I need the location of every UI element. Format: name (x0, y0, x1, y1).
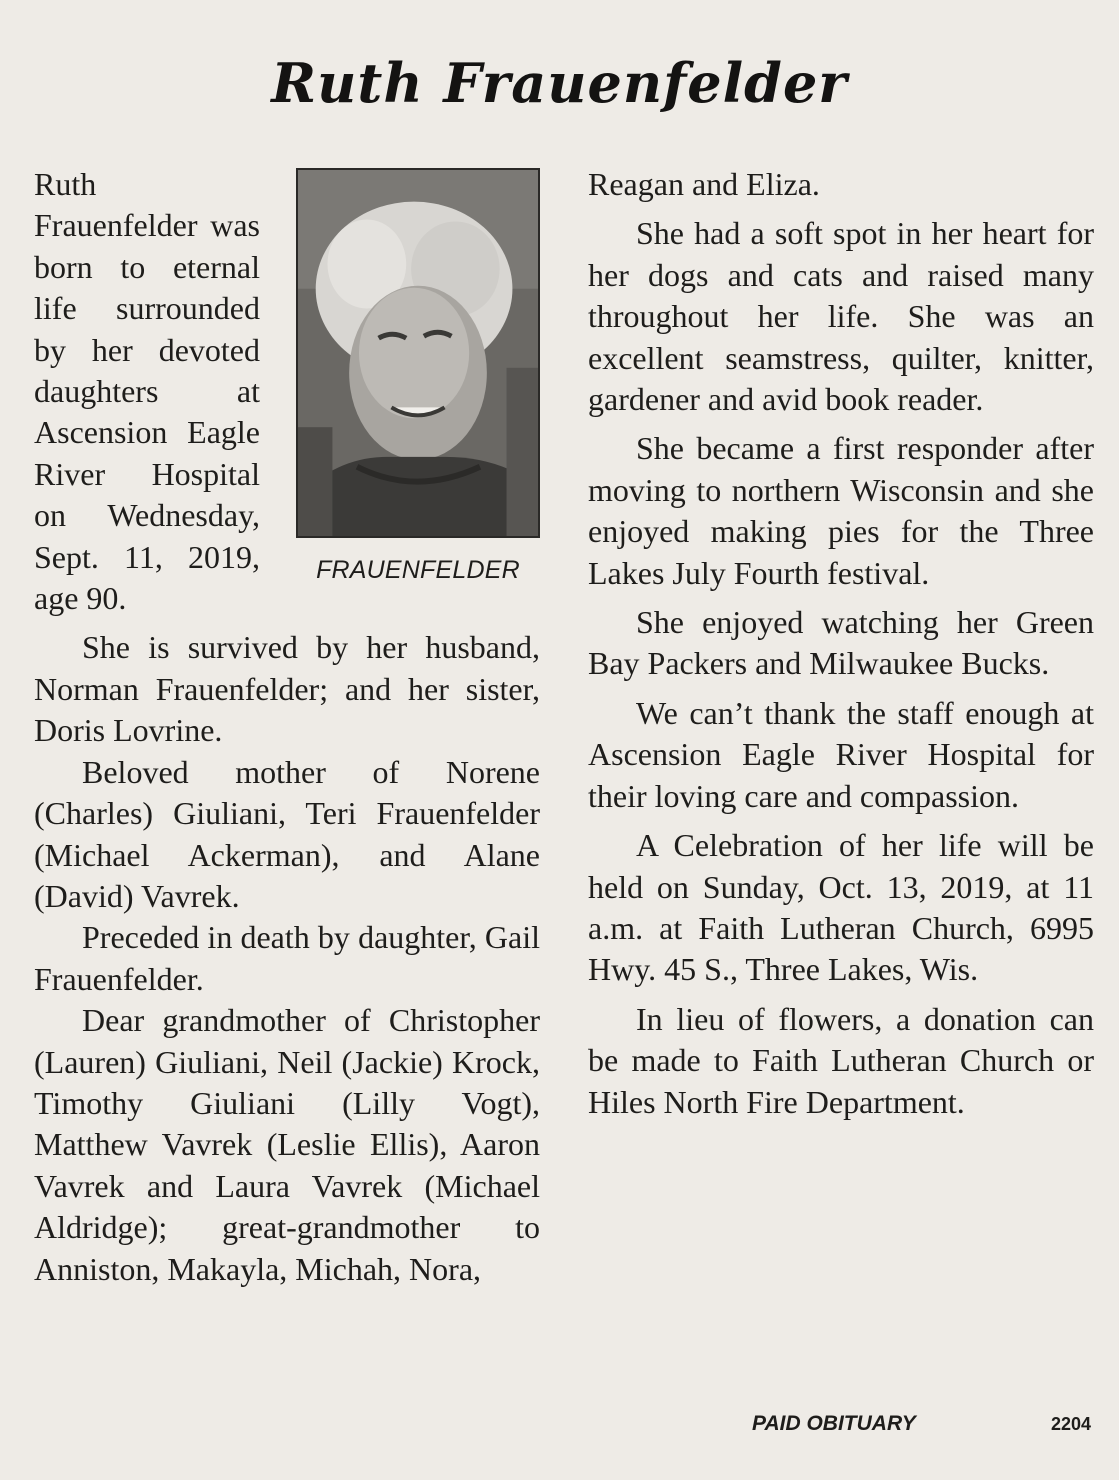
portrait-block (296, 168, 540, 593)
continuation-paragraph: Reagan and Eliza. (588, 166, 820, 202)
portrait-caption: FRAUENFELDER (316, 556, 520, 584)
left-column (34, 164, 540, 1290)
obituary-title: Ruth Frauenfelder (271, 51, 848, 115)
grandmother-paragraph: Dear grandmother of Christopher (Lauren) Giuliani, Neil (Jackie) Krock, Timothy Giuliani (Lilly Vogt), Matthew Vavrek (Leslie Ellis), Aaron Vavrek and Laura Vavrek (Michael Aldridge); great-grandmother to Anniston, Makayla, Michah, Nora, (34, 1002, 540, 1287)
survived-paragraph: She is survived by her husband, Norman Frauenfelder; and her sister, Doris Lovrine. (34, 629, 540, 749)
donation-paragraph: In lieu of flowers, a donation can be made to Faith Lutheran Church or Hiles North Fire Department. (588, 1000, 1094, 1120)
sports-paragraph: She enjoyed watching her Green Bay Packers and Milwaukee Bucks. (588, 604, 1094, 682)
celebration-paragraph: A Celebration of her life will be held on Sunday, Oct. 13, 2019, at 11 a.m. at Faith Lutheran Church, 6995 Hwy. 45 S., Three Lakes, Wis. (588, 827, 1094, 988)
pets-paragraph: She had a soft spot in her heart for her dogs and cats and raised many throughout her life. She was an excellent seamstress, quilter, knitter, gardener and avid book reader. (588, 215, 1094, 418)
intro-paragraph: Ruth Frauenfelder was born to eternal life surrounded by her devoted daughters at Ascension Eagle River Hospital on Wednesday, Sept. 11, 2019, age 90. (34, 166, 260, 617)
portrait-illustration (298, 170, 538, 536)
responder-paragraph: She became a first responder after moving to northern Wisconsin and she enjoyed making pies for the Three Lakes July Fourth festival. (588, 430, 1094, 591)
mother-paragraph: Beloved mother of Norene (Charles) Giuliani, Teri Frauenfelder (Michael Ackerman), and Alane (David) Vavrek. (34, 753, 540, 914)
preceded-paragraph: Preceded in death by daughter, Gail Frauenfelder. (34, 919, 540, 997)
ad-code: 2204 (1051, 1414, 1092, 1434)
right-column (588, 164, 1094, 1123)
portrait-photo (296, 168, 540, 538)
thanks-paragraph: We can’t thank the staff enough at Ascension Eagle River Hospital for their loving care and compassion. (588, 694, 1094, 814)
paid-obituary-label: PAID OBITUARY (752, 1412, 916, 1435)
